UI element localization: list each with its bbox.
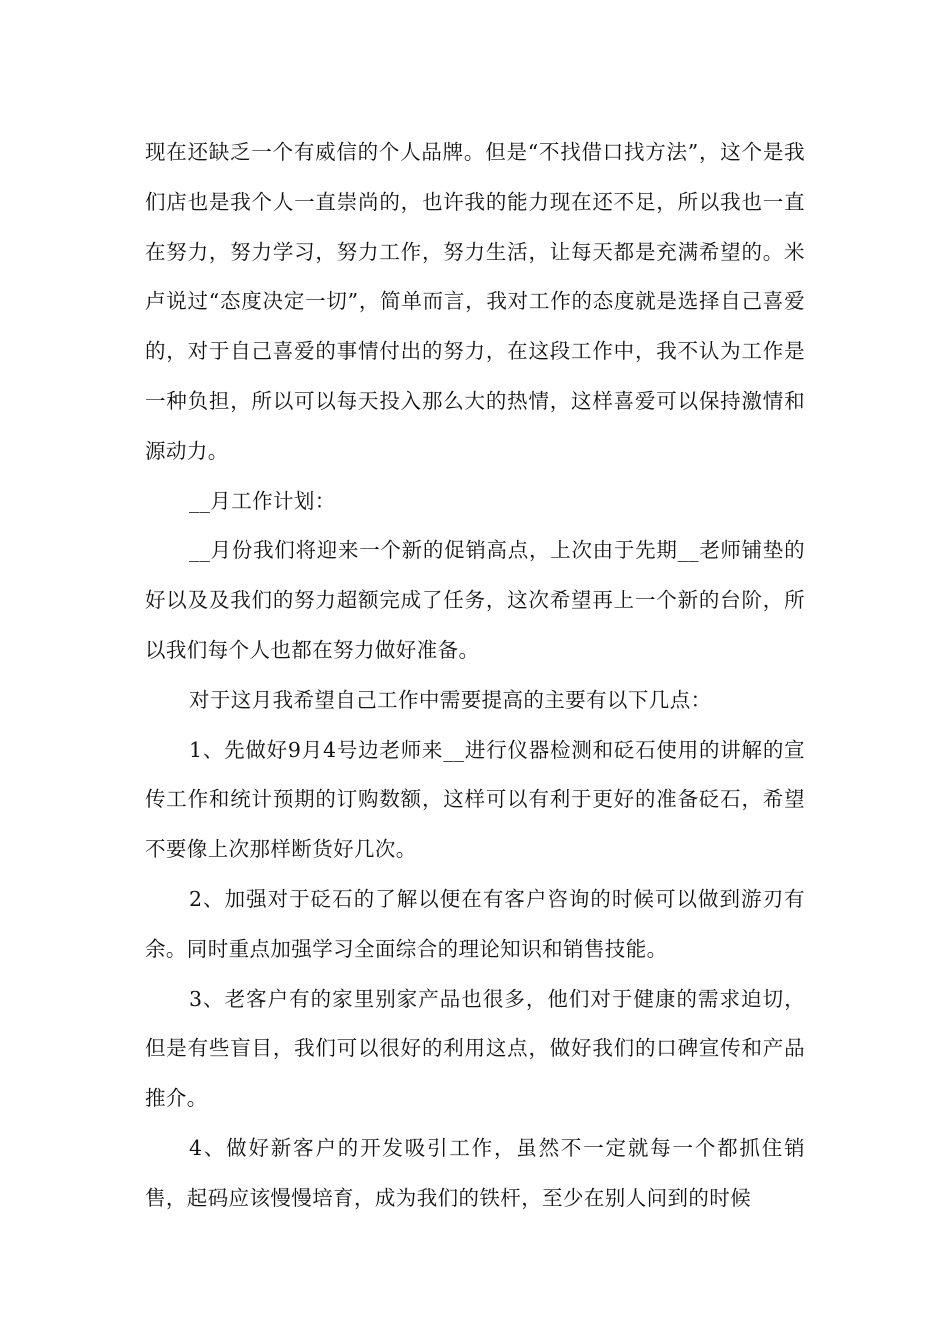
paragraph-continuation: 现在还缺乏一个有威信的个人品牌。但是“不找借口找方法”，这个是我们店也是我个人一直崇尚的，也许我的能力现在还不足，所以我也一直在努力，努力学习，努力工作，努力生活，让每天都是充满希望的。米卢说过“态度决定一切”，简单而言，我对工作的态度就是选择自己喜爱的，对于自己喜爱的事情付出的努力，在这段工作中，我不认为工作是一种负担，所以可以每天投入那么大的热情，这样喜爱可以保持激情和源动力。 bbox=[145, 140, 805, 463]
paragraph-item-4: 4、做好新客户的开发吸引工作，虽然不一定就每一个都抓住销售，起码应该慢慢培育，成为我们的铁杆，至少在别人问到的时候 bbox=[145, 1135, 805, 1210]
paragraph-plan-heading: __月工作计划： bbox=[189, 488, 336, 513]
paragraph-item-1: 1、先做好9月4号边老师来__进行仪器检测和砭石使用的讲解的宣传工作和统计预期的订购数额，这样可以有利于更好的准备砭石，希望不要像上次那样断货好几次。 bbox=[145, 737, 805, 862]
paragraph-item-2: 2、加强对于砭石的了解以便在有客户咨询的时候可以做到游刃有余。同时重点加强学习全面综合的理论知识和销售技能。 bbox=[145, 886, 805, 961]
paragraph-improvement-intro: 对于这月我希望自己工作中需要提高的主要有以下几点： bbox=[189, 687, 712, 712]
document-body bbox=[145, 128, 805, 1224]
paragraph-item-3: 3、老客户有的家里别家产品也很多，他们对于健康的需求迫切，但是有些盲目，我们可以很好的利用这点，做好我们的口碑宣传和产品推介。 bbox=[145, 986, 805, 1111]
paragraph-plan-intro: __月份我们将迎来一个新的促销高点，上次由于先期__老师铺垫的好以及及我们的努力超额完成了任务，这次希望再上一个新的台阶，所以我们每个人也都在努力做好准备。 bbox=[145, 538, 805, 662]
